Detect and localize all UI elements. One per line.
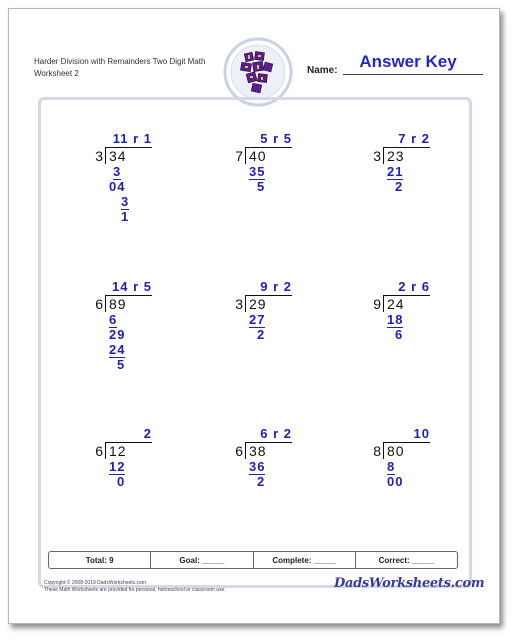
quotient: 5 r 5 bbox=[246, 130, 292, 148]
division-problem bbox=[366, 425, 456, 545]
quotient: 14 r 5 bbox=[106, 278, 152, 296]
work-step: 5 bbox=[257, 179, 266, 194]
total-cell: Total: 9 bbox=[49, 552, 151, 568]
work-step: 27 bbox=[249, 312, 266, 327]
usage-line: These Math Worksheets are provided for personal, homeschool or classroom use. bbox=[44, 587, 226, 593]
work-step: 29 bbox=[109, 327, 126, 342]
work-step: 21 bbox=[387, 164, 404, 179]
divisor: 6 bbox=[95, 296, 103, 312]
work-step: 6 bbox=[395, 327, 404, 342]
quotient: 9 r 2 bbox=[246, 278, 292, 296]
work-step: 5 bbox=[117, 357, 126, 372]
work-step: 2 bbox=[395, 179, 404, 194]
answer-key-label: Answer Key bbox=[359, 52, 457, 71]
quotient: 10 bbox=[384, 425, 430, 443]
dividend: 24 bbox=[387, 296, 405, 312]
divisor: 3 bbox=[373, 148, 381, 164]
name-label: Name: bbox=[307, 65, 338, 76]
work-step: 0 bbox=[117, 474, 126, 489]
dividend: 29 bbox=[249, 296, 267, 312]
quotient: 2 r 6 bbox=[384, 278, 430, 296]
dividend: 80 bbox=[387, 443, 405, 459]
copyright-notice bbox=[44, 580, 304, 594]
division-problem bbox=[366, 130, 456, 250]
correct-cell[interactable]: Correct: _____ bbox=[378, 555, 435, 565]
dividend: 34 bbox=[109, 148, 127, 164]
dividend: 89 bbox=[109, 296, 127, 312]
work-step: 6 bbox=[109, 312, 118, 327]
quotient: 11 r 1 bbox=[106, 130, 152, 148]
score-table bbox=[48, 551, 458, 569]
divisor: 6 bbox=[235, 443, 243, 459]
work-step: 36 bbox=[249, 459, 266, 474]
divisor: 3 bbox=[95, 148, 103, 164]
division-problem bbox=[366, 278, 456, 398]
brand-logo: DadsWorksheets.com bbox=[334, 576, 485, 591]
division-problem bbox=[228, 130, 318, 250]
divisor: 9 bbox=[373, 296, 381, 312]
divisor: 3 bbox=[235, 296, 243, 312]
work-step: 24 bbox=[109, 342, 126, 357]
divisor: 7 bbox=[235, 148, 243, 164]
complete-cell[interactable]: Complete: _____ bbox=[254, 552, 356, 568]
work-step: 2 bbox=[257, 327, 266, 342]
division-problem bbox=[88, 130, 178, 250]
work-step: 35 bbox=[249, 164, 266, 179]
name-line bbox=[343, 74, 483, 75]
quotient: 2 bbox=[106, 425, 152, 443]
work-step: 2 bbox=[257, 474, 266, 489]
work-step: 04 bbox=[109, 179, 126, 194]
worksheet-title: Harder Division with Remainders Two Digit Math Worksheet 2 bbox=[34, 57, 206, 78]
divisor: 6 bbox=[95, 443, 103, 459]
dividend: 40 bbox=[249, 148, 267, 164]
work-step: 18 bbox=[387, 312, 404, 327]
dividend: 12 bbox=[109, 443, 127, 459]
quotient: 6 r 2 bbox=[246, 425, 292, 443]
work-step: 8 bbox=[387, 459, 396, 474]
work-step: 00 bbox=[387, 474, 404, 489]
dividend: 23 bbox=[387, 148, 405, 164]
division-problem bbox=[228, 425, 318, 545]
work-step: 3 bbox=[121, 194, 130, 209]
work-step: 12 bbox=[109, 459, 126, 474]
division-problem bbox=[88, 425, 178, 545]
divisor: 8 bbox=[373, 443, 381, 459]
division-problem bbox=[228, 278, 318, 398]
division-problem bbox=[88, 278, 178, 398]
dividend: 38 bbox=[249, 443, 267, 459]
work-step: 1 bbox=[121, 209, 130, 224]
goal-cell[interactable]: Goal: _____ bbox=[151, 552, 253, 568]
copyright-line: Copyright © 2008-2019 DadsWorksheets.com bbox=[44, 580, 146, 586]
quotient: 7 r 2 bbox=[384, 130, 430, 148]
work-step: 3 bbox=[113, 164, 122, 179]
